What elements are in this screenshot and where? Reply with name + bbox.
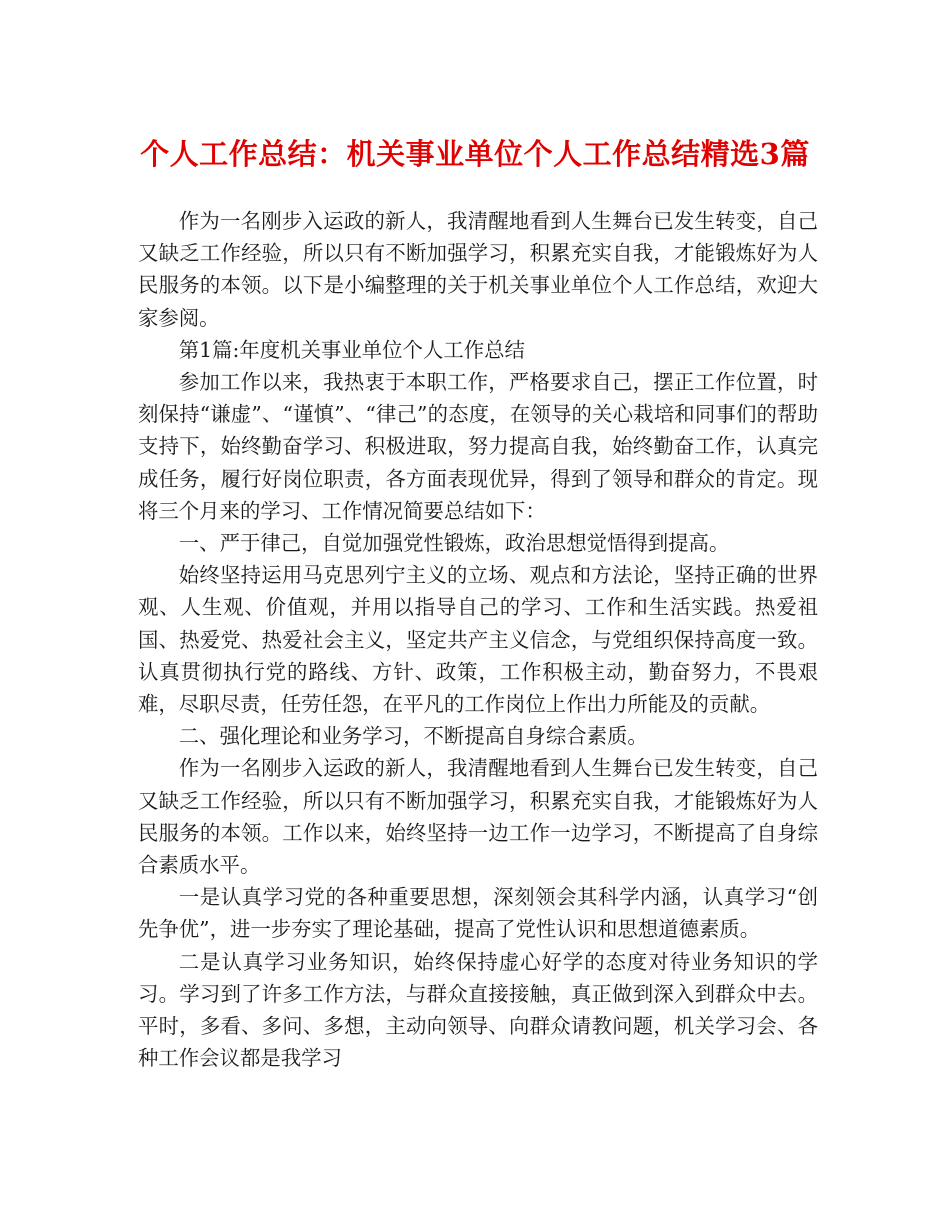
- section-heading: 一、严于律己，自觉加强党性锻炼，政治思想觉悟得到提高。: [178, 531, 730, 556]
- document-body: [138, 205, 818, 1074]
- body-paragraph: 参加工作以来，我热衷于本职工作，严格要求自己，摆正工作位置，时刻保持“谦虚”、“谨慎”、“律己”的态度，在领导的关心栽培和同事们的帮助支持下，始终勤奋学习、积极进取，努力提高自我，始终勤奋工作，认真完成任务，履行好岗位职责，各方面表现优异，得到了领导和群众的肯定。现将三个月来的学习、工作情况简要总结如下：: [138, 370, 818, 523]
- body-paragraph: 作为一名刚步入运政的新人，我清醒地看到人生舞台已发生转变，自己又缺乏工作经验，所以只有不断加强学习，积累充实自我，才能锻炼好为人民服务的本领。工作以来，始终坚持一边工作一边学习，不断提高了自身综合素质水平。: [138, 756, 818, 878]
- intro-paragraph: 作为一名刚步入运政的新人，我清醒地看到人生舞台已发生转变，自己又缺乏工作经验，所以只有不断加强学习，积累充实自我，才能锻炼好为人民服务的本领。以下是小编整理的关于机关事业单位个人工作总结，欢迎大家参阅。: [138, 209, 818, 330]
- body-paragraph: 始终坚持运用马克思列宁主义的立场、观点和方法论，坚持正确的世界观、人生观、价值观，并用以指导自己的学习、工作和生活实践。热爱祖国、热爱党、热爱社会主义，坚定共产主义信念，与党组织保持高度一致。认真贯彻执行党的路线、方针、政策，工作积极主动，勤奋努力，不畏艰难，尽职尽责，任劳任怨，在平凡的工作岗位上作出力所能及的贡献。: [138, 563, 818, 717]
- document-title: 个人工作总结：机关事业单位个人工作总结精选3篇: [140, 137, 810, 171]
- article-heading: 第1篇:年度机关事业单位个人工作总结: [178, 337, 525, 362]
- body-paragraph: 二是认真学习业务知识，始终保持虚心好学的态度对待业务知识的学习。学习到了许多工作方法，与群众直接接触，真正做到深入到群众中去。平时，多看、多问、多想，主动向领导、向群众请教问题，机关学习会、各种工作会议都是我学习: [138, 949, 818, 1071]
- body-paragraph: 一是认真学习党的各种重要思想，深刻领会其科学内涵，认真学习“创先争优”，进一步夯实了理论基础，提高了党性认识和思想道德素质。: [138, 885, 818, 942]
- section-heading: 二、强化理论和业务学习，不断提高自身综合素质。: [178, 724, 648, 749]
